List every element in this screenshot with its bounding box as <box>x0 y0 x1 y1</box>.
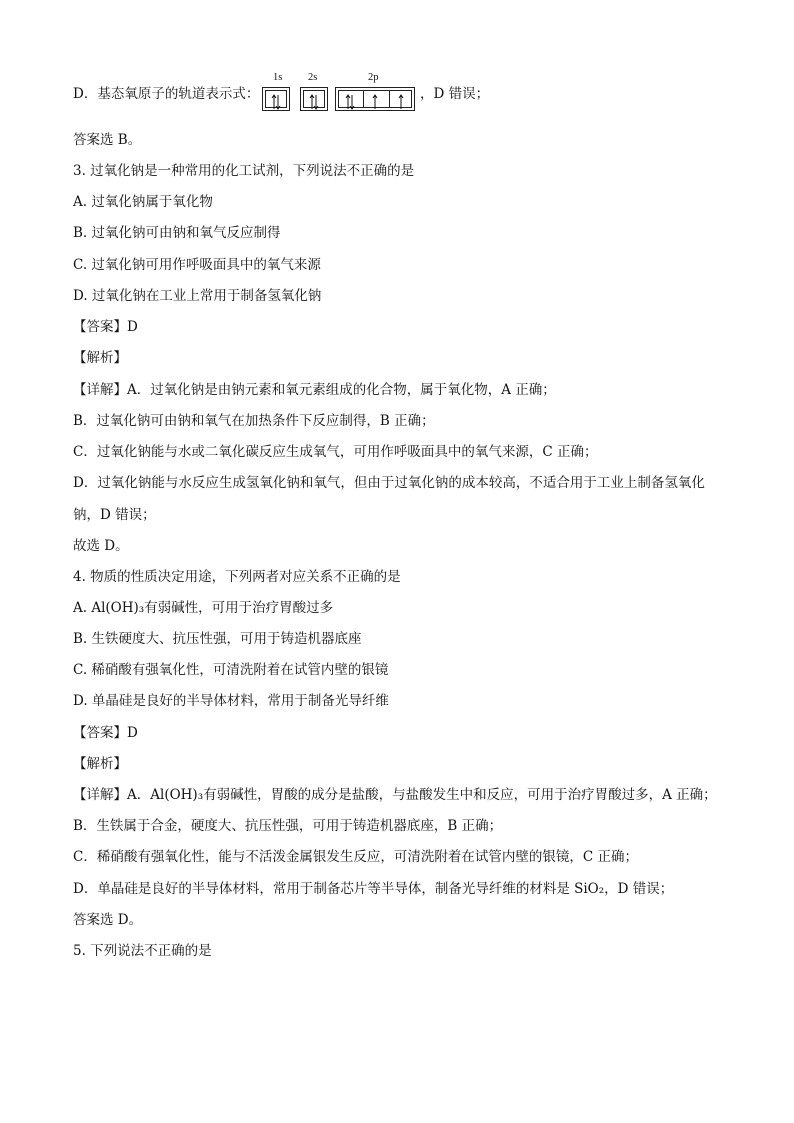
q4-stem: 4. 物质的性质决定用途，下列两者对应关系不正确的是 <box>73 569 401 585</box>
q4-final: 答案选 D。 <box>73 912 143 928</box>
q3-detail-c: C．过氧化钠能与水或二氧化碳反应生成氧气，可用作呼吸面具中的氧气来源，C 正确； <box>73 444 598 460</box>
orbital-label-2p: 2p <box>368 72 379 83</box>
spin-up-icon <box>396 94 406 110</box>
q4-detail-c: C．稀硝酸有强氧化性，能与不活泼金属银发生反应，可清洗附着在试管内壁的银镜，C 正确； <box>73 849 638 865</box>
q4-option-c: C. 稀硝酸有强氧化性，可清洗附着在试管内壁的银镜 <box>73 662 389 678</box>
option-d-prefix: D．基态氧原子的轨道表示式： <box>73 86 260 102</box>
spin-up-down-icon <box>345 94 355 110</box>
q3-detail-b: B．过氧化钠可由钠和氧气在加热条件下反应制得，B 正确； <box>73 413 435 429</box>
q4-detail-b: B．生铁属于合金，硬度大、抗压性强，可用于铸造机器底座，B 正确； <box>73 818 503 834</box>
option-d-suffix: ，D 错误； <box>420 86 490 102</box>
q3-analysis: 【解析】 <box>73 350 127 366</box>
q4-option-b: B. 生铁硬度大、抗压性强，可用于铸造机器底座 <box>73 631 362 647</box>
q3-detail-d2: 钠，D 错误； <box>73 507 156 523</box>
q4-analysis: 【解析】 <box>73 756 127 772</box>
q3-option-b: B. 过氧化钠可由钠和氧气反应制得 <box>73 225 281 241</box>
orbital-box-2s <box>300 87 328 111</box>
orbital-label-1s: 1s <box>273 72 283 83</box>
spin-up-down-icon <box>309 94 319 110</box>
q3-final: 故选 D。 <box>73 538 129 554</box>
q3-option-c: C. 过氧化钠可用作呼吸面具中的氧气来源 <box>73 257 321 273</box>
q3-stem: 3. 过氧化钠是一种常用的化工试剂，下列说法不正确的是 <box>73 163 415 179</box>
q4-answer: 【答案】D <box>73 725 138 741</box>
spin-up-icon <box>370 94 380 110</box>
q3-option-a: A. 过氧化钠属于氧化物 <box>73 194 213 210</box>
spin-up-down-icon <box>271 94 281 110</box>
answer-prev: 答案选 B。 <box>73 132 142 148</box>
q3-answer: 【答案】D <box>73 319 138 335</box>
q5-stem: 5. 下列说法不正确的是 <box>73 943 212 959</box>
q3-detail-d1: D．过氧化钠能与水反应生成氢氧化钠和氧气，但由于过氧化钠的成本较高，不适合用于工业上制备氢氧化 <box>73 475 705 491</box>
q4-option-a: A. Al(OH)₃有弱碱性，可用于治疗胃酸过多 <box>73 600 334 616</box>
orbital-box-1s <box>262 87 290 111</box>
orbital-box-2p <box>335 87 415 111</box>
q4-detail-d: D．单晶硅是良好的半导体材料，常用于制备芯片等半导体，制备光导纤维的材料是 SiO₂，D 错误； <box>73 881 674 897</box>
q3-option-d: D. 过氧化钠在工业上常用于制备氢氧化钠 <box>73 288 322 304</box>
q4-detail-a: 【详解】A．Al(OH)₃有弱碱性，胃酸的成分是盐酸，与盐酸发生中和反应，可用于治疗胃酸过多，A 正确； <box>73 787 717 803</box>
q4-option-d: D. 单晶硅是良好的半导体材料，常用于制备光导纤维 <box>73 693 389 709</box>
orbital-label-2s: 2s <box>308 72 318 83</box>
q3-detail-a: 【详解】A．过氧化钠是由钠元素和氧元素组成的化合物，属于氧化物，A 正确； <box>73 382 556 398</box>
